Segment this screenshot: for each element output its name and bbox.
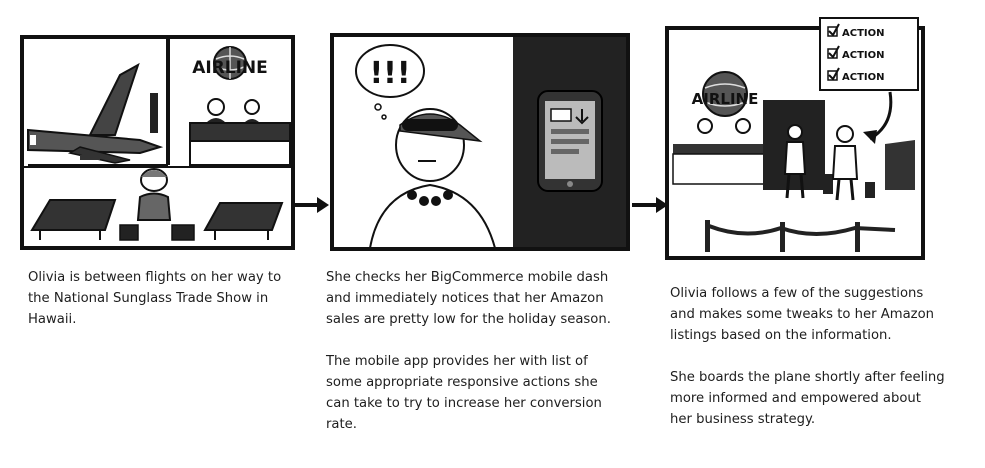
phone-check-illustration <box>330 33 630 251</box>
caption-paragraph: Olivia follows a few of the suggestions and makes some tweaks to her Amazon listings based on the information. <box>670 286 935 343</box>
caption-paragraph: Olivia is between flights on her way to the National Sunglass Trade Show in Hawaii. <box>28 270 282 327</box>
checklist-item: ACTION <box>842 50 885 61</box>
storyboard-panel-1 <box>20 35 295 250</box>
sunglasses-icon <box>402 119 458 131</box>
panel-1-caption <box>28 267 296 351</box>
airline-sign-text: AIRLINE <box>192 58 268 78</box>
caption-paragraph: She boards the plane shortly after feeling more informed and empowered about her business strategy. <box>670 370 945 427</box>
airline-sign-text: AIRLINE <box>691 90 759 108</box>
storyboard-panel-3 <box>665 14 931 262</box>
exclamation-text: !!! <box>369 56 411 91</box>
boarding-scene-illustration <box>665 14 931 262</box>
panel-2-caption <box>326 267 624 456</box>
checklist-item: ACTION <box>842 28 885 39</box>
panel-3-caption <box>670 283 946 451</box>
caption-paragraph: The mobile app provides her with list of some appropriate responsive actions she can take to try to increase her conversion rate. <box>326 354 602 432</box>
arrow-right-icon <box>293 197 329 213</box>
smartphone-icon <box>538 91 602 191</box>
caption-paragraph: She checks her BigCommerce mobile dash and immediately notices that her Amazon sales are pretty low for the holiday season. <box>326 270 611 327</box>
checklist-item: ACTION <box>842 72 885 83</box>
airport-scene-illustration <box>20 35 295 250</box>
arrow-right-icon <box>632 197 668 213</box>
storyboard-panel-2 <box>330 33 630 251</box>
